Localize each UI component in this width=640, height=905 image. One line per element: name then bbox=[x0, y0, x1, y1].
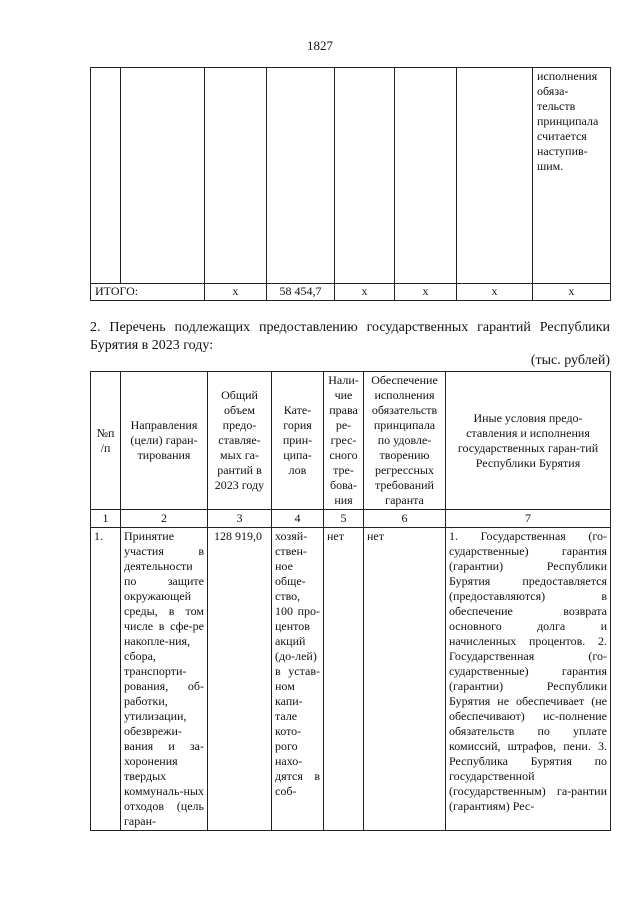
column-number: 2 bbox=[121, 510, 208, 528]
continuation-text: исполнения обяза-тельств принципала считается наступив-шим. bbox=[533, 68, 611, 284]
total-cell: х bbox=[205, 284, 267, 301]
principal-category: хозяй-ствен-ное обще-ство, 100 про-центов акций (до-лей) в устав-ном капи-тале кото-рого нахо-дятся в соб- bbox=[272, 528, 324, 831]
table-cell bbox=[457, 68, 533, 284]
total-cell: х bbox=[395, 284, 457, 301]
table-cell bbox=[395, 68, 457, 284]
guarantee-direction: Принятие участия в деятельности по защите окружающей среды, в том числе в сфе-ре накопле-ния, сбора, транспорти-рования, об-работки, утилизации, обезврежи-вания и за-хоронения твердых коммуналь-ных отходов (цель гаран- bbox=[121, 528, 208, 831]
table-cell bbox=[121, 68, 205, 284]
regress-right: нет bbox=[324, 528, 364, 831]
guarantees-table bbox=[90, 371, 611, 831]
table-row bbox=[91, 528, 611, 831]
column-number: 7 bbox=[446, 510, 611, 528]
column-number: 3 bbox=[208, 510, 272, 528]
column-header: Иные условия предо-ставления и исполнения государственных гаран-тий Республики Бурятия bbox=[446, 372, 611, 510]
table-cell bbox=[267, 68, 335, 284]
table-cell bbox=[205, 68, 267, 284]
total-cell: х bbox=[533, 284, 611, 301]
row-number: 1. bbox=[91, 528, 121, 831]
continuation-table bbox=[90, 67, 611, 301]
table-cell bbox=[91, 68, 121, 284]
total-cell: х bbox=[335, 284, 395, 301]
total-label: ИТОГО: bbox=[91, 284, 205, 301]
column-number: 4 bbox=[272, 510, 324, 528]
total-row bbox=[91, 284, 611, 301]
column-number: 6 bbox=[364, 510, 446, 528]
column-header: Кате-гория прин-ципа-лов bbox=[272, 372, 324, 510]
total-amount: 58 454,7 bbox=[267, 284, 335, 301]
page-number: 1827 bbox=[307, 38, 333, 53]
continuation-row bbox=[91, 68, 611, 284]
section-heading: 2. Перечень подлежащих предоставлению государственных гарантий Республики Бурятия в 2023 году: bbox=[90, 320, 610, 354]
column-number-row bbox=[91, 510, 611, 528]
column-number: 5 bbox=[324, 510, 364, 528]
column-number: 1 bbox=[91, 510, 121, 528]
guarantee-amount: 128 919,0 bbox=[208, 528, 272, 831]
column-header: №п /п bbox=[91, 372, 121, 510]
header-row bbox=[91, 372, 611, 510]
units-label: (тыс. рублей) bbox=[530, 353, 610, 368]
security: нет bbox=[364, 528, 446, 831]
column-header: Обеспечение исполнения обязательств принципала по удовле-творению регрессных требований гаранта bbox=[364, 372, 446, 510]
column-header: Направления (цели) гаран-тирования bbox=[121, 372, 208, 510]
column-header: Нали-чие права ре-грес-сного тре-бова-ния bbox=[324, 372, 364, 510]
total-cell: х bbox=[457, 284, 533, 301]
column-header: Общий объем предо-ставляе-мых га-рантий в 2023 году bbox=[208, 372, 272, 510]
table-cell bbox=[335, 68, 395, 284]
other-conditions: 1. Государственная (го-сударственные) гарантия (гарантии) Республики Бурятия предоставляется (предоставляются) в обеспечение возврата основного долга и начисленных процентов. 2. Государственная (го-сударственные) гарантия (гарантии) Республики Бурятия не обеспечивает (не обеспечивают) ис-полнение обязательств по уплате комиссий, штрафов, пени. 3. Республика Бурятия по государственной (государственным) га-рантии (гарантиям) Рес- bbox=[446, 528, 611, 831]
